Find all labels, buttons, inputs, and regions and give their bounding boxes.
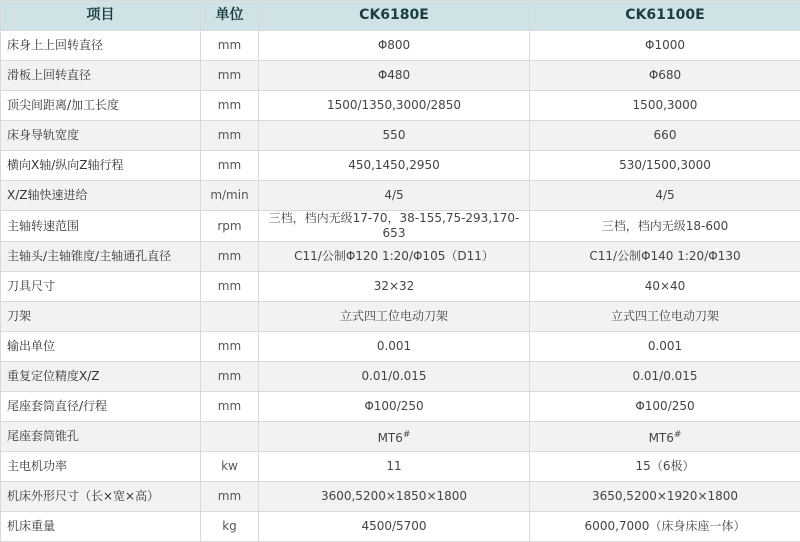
table-row [1,362,800,392]
row-label: 尾座套筒锥孔 [1,422,201,452]
row-label: 机床外形尺寸（长×宽×高） [1,482,201,512]
row-value-model-1: 三档，档内无级17-70，38-155,75-293,170-653 [259,211,530,242]
table-row [1,31,800,61]
row-label: X/Z轴快速进给 [1,181,201,211]
column-header-model-1: CK6180E [259,1,530,31]
row-unit: mm [201,332,259,362]
row-value-model-1: 11 [259,452,530,482]
row-unit [201,422,259,452]
row-label: 输出单位 [1,332,201,362]
row-unit: kg [201,512,259,542]
row-value-model-1: 1500/1350,3000/2850 [259,91,530,121]
row-value-model-2: 15（6极） [530,452,800,482]
row-value-model-2: MT6# [530,422,800,452]
row-value-model-2: 1500,3000 [530,91,800,121]
column-header-item: 项目 [1,1,201,31]
row-label: 刀具尺寸 [1,272,201,302]
row-value-model-1: 0.01/0.015 [259,362,530,392]
table-row [1,61,800,91]
row-value-model-1: Φ100/250 [259,392,530,422]
column-header-unit: 单位 [201,1,259,31]
row-label: 主电机功率 [1,452,201,482]
row-value-model-2: 40×40 [530,272,800,302]
row-value-model-1: Φ800 [259,31,530,61]
row-label: 主轴头/主轴锥度/主轴通孔直径 [1,242,201,272]
row-value-model-2: 660 [530,121,800,151]
row-value-model-2: 4/5 [530,181,800,211]
row-unit: mm [201,151,259,181]
row-value-model-1: Φ480 [259,61,530,91]
header-row [1,1,800,31]
table-row [1,452,800,482]
row-label: 尾座套筒直径/行程 [1,392,201,422]
row-value-model-2: 立式四工位电动刀架 [530,302,800,332]
row-label: 机床重量 [1,512,201,542]
row-unit: mm [201,392,259,422]
row-unit: mm [201,272,259,302]
row-unit: m/min [201,181,259,211]
row-unit: kw [201,452,259,482]
row-unit: mm [201,91,259,121]
row-label: 顶尖间距离/加工长度 [1,91,201,121]
row-label: 刀架 [1,302,201,332]
row-value-model-1: 4500/5700 [259,512,530,542]
row-label: 床身导轨宽度 [1,121,201,151]
row-unit: mm [201,121,259,151]
row-value-model-2: 0.001 [530,332,800,362]
table-row [1,151,800,181]
row-value-model-1: MT6# [259,422,530,452]
table-row [1,181,800,211]
row-unit: rpm [201,211,259,242]
column-header-model-2: CK61100E [530,1,800,31]
row-unit: mm [201,242,259,272]
row-value-model-1: 450,1450,2950 [259,151,530,181]
table-row [1,422,800,452]
row-value-model-2: 3650,5200×1920×1800 [530,482,800,512]
row-value-model-2: Φ680 [530,61,800,91]
table-row [1,272,800,302]
row-value-model-2: 三档，档内无级18-600 [530,211,800,242]
table-row [1,121,800,151]
table-row [1,211,800,242]
row-unit: mm [201,61,259,91]
table-row [1,512,800,542]
row-value-model-1: 0.001 [259,332,530,362]
row-unit: mm [201,482,259,512]
row-value-model-2: 530/1500,3000 [530,151,800,181]
table-row [1,332,800,362]
row-value-model-2: Φ100/250 [530,392,800,422]
row-value-model-1: 550 [259,121,530,151]
row-value-model-2: C11/公制Φ140 1:20/Φ130 [530,242,800,272]
row-unit: mm [201,31,259,61]
table-row [1,242,800,272]
row-label: 床身上上回转直径 [1,31,201,61]
row-label: 滑板上回转直径 [1,61,201,91]
table-row [1,302,800,332]
row-value-model-1: 32×32 [259,272,530,302]
row-value-model-2: 6000,7000（床身床座一体） [530,512,800,542]
row-value-model-1: 4/5 [259,181,530,211]
row-value-model-1: 立式四工位电动刀架 [259,302,530,332]
row-value-model-2: 0.01/0.015 [530,362,800,392]
row-value-model-1: C11/公制Φ120 1:20/Φ105（D11） [259,242,530,272]
table-body [1,31,800,542]
table-header [1,1,800,31]
row-label: 主轴转速范围 [1,211,201,242]
table-row [1,91,800,121]
row-label: 横向X轴/纵向Z轴行程 [1,151,201,181]
row-unit: mm [201,362,259,392]
row-label: 重复定位精度X/Z [1,362,201,392]
table-row [1,482,800,512]
row-value-model-1: 3600,5200×1850×1800 [259,482,530,512]
row-value-model-2: Φ1000 [530,31,800,61]
table-row [1,392,800,422]
row-unit [201,302,259,332]
